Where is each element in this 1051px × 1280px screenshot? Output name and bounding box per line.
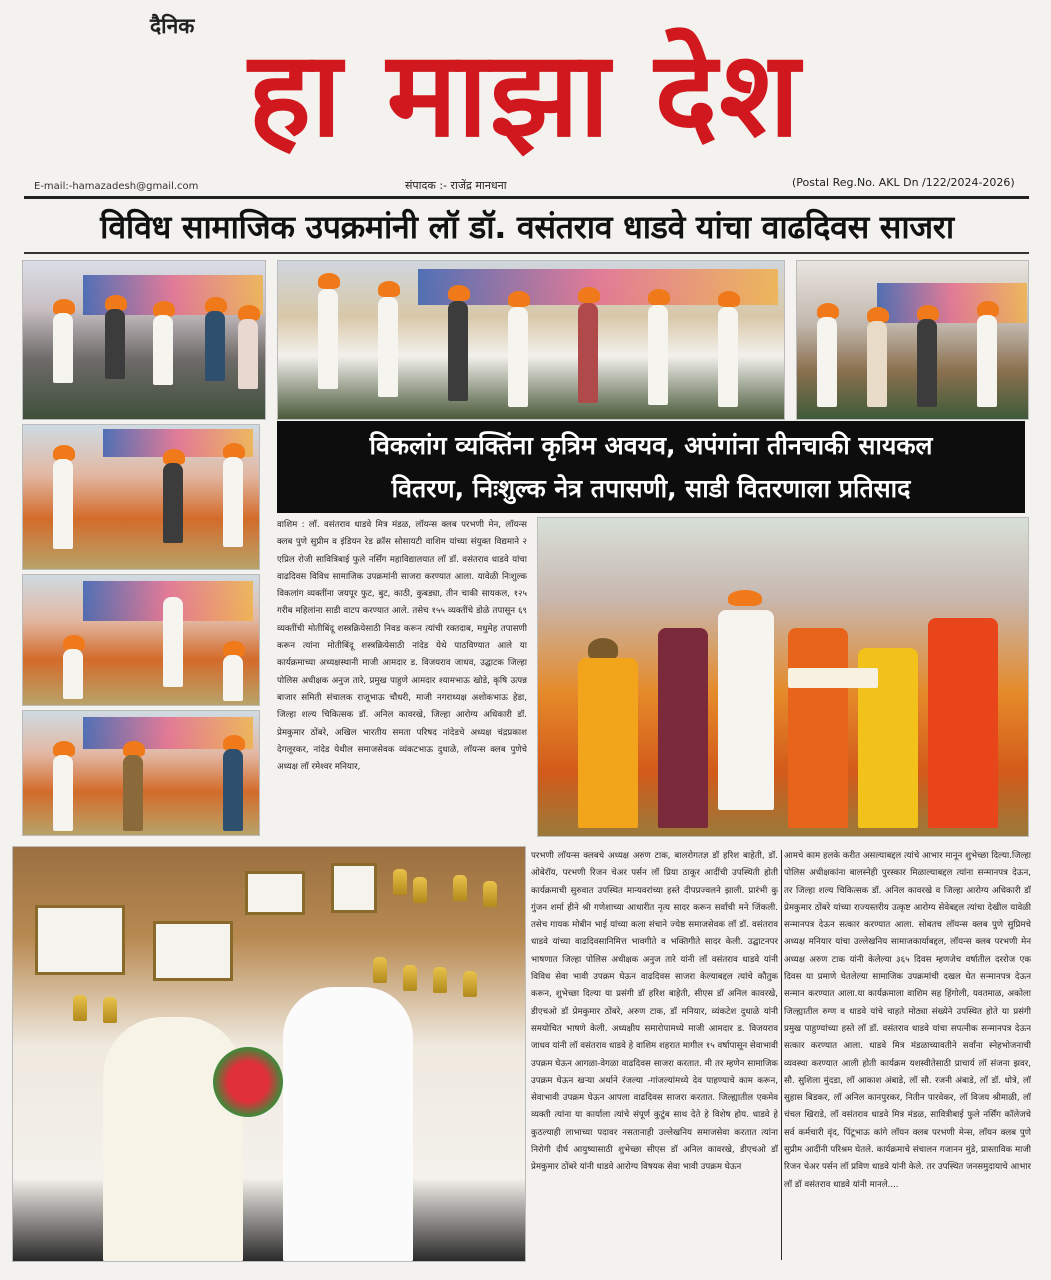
newspaper-title: हा माझा देश [248,25,802,163]
article-column-3: आमचे काम हलके करीत असल्याबद्दल त्यांचे आभार मानून शुभेच्छा दिल्या.जिल्हा पोलिस अधीक्षकांना बालस्नेही पुरस्कार मिळाल्याबद्दल त्यांना सन्मानपत्र देऊन, तर जिल्हा शल्य चिकित्सक डॉ. अनिल कावरखे व जिल्हा आरोग्य अधिकारी डॉ प्रेमकुमार ठोंबरे यांच्या राज्यस्तरीय उत्कृष्ट आरोग्य सेवेबद्दल त्यांचा देखील यावेळी सन्मानपत्र देऊन सत्कार करण्यात आला. सोबतच लॉयन्स क्लब पुणे सुप्रिमचे अध्यक्ष मनियार यांचा उल्लेखनिय सामाजकार्याबद्दल, लॉयन्स क्लब परभणी मेन अध्यक्ष अरुण टाक यांनी केलेल्या ३६५ दिवस म्हणजेच वर्षातील दररोज एक दिवस या प्रमाणे घेतलेल्या सामाजिक उपक्रमांची दखल घेत सन्मानपत्र देऊन सन्मान करण्यात आला.या कार्यक्रमाला वाशिम सह हिंगोली, यवतमाळ, अकोला जिल्ह्यातील रुग्ण व धाडवे यांचे चाहते मोठ्या संख्येने उपस्थित होते या प्रसंगी प्रमुख पाहुण्यांच्या हस्ते लॉ डॉ. वसंतराव धाडवे यांचा सपत्नीक सन्मानपत्र देऊन सत्कार करण्यात आला. धाडवे मित्र मंडळाच्यावतीने सर्वांना स्नेहभोजनाची व्यवस्था करण्यात आली होती कार्यक्रम यशस्वीतेसाठी प्राचार्य लॉ संजना झवर, सौ. सुशिला मुंदडा, लॉ आकाश अंबाडे, लॉ सौ. रजनी अंबाडे, लॉ डॉ. धोत्रे, लॉ सुहास बिडकर, लॉ अनिल कानपुरकर, नितीन पारवेकर, लॉ विजय श्रीमाळी, लॉ चंचल खिराडे, लॉ वसंतराव धाडवे मित्र मंडळ, सावित्रीबाई फुले नर्सिंग कॉलेजचे सर्व कर्मचारी वृंद, पिंटूभाऊ कांगे लॉयन क्लब परभणी मेन्स, लॉयन क्लब पुणे सुप्रीम आदींनी परिश्रम घेतले. कार्यक्रमाचे संचालन गजानन मुंडे, प्रास्ताविक माजी रिजन चेअर पर्सन लॉ प्रविण धाडवे यांनी केले. तर उपस्थित जनसमुदायाचे आभार लॉ डॉ वसंतराव धाडवे यांनी मानले.... [784,851,1031,1190]
headline-rule [24,252,1029,254]
column-divider [781,850,782,1260]
photo-bouquet-felicitation [12,846,526,1262]
photo-group-stage [22,710,260,836]
photo-tricycle-distribution [22,424,260,570]
photo-speech [22,574,260,706]
postal-registration: (Postal Reg.No. AKL Dn /122/2024-2026) [792,176,1015,189]
photo-saree-distribution [537,517,1029,837]
article-column-2: परभणी लॉयन्स क्लबचे अध्यक्ष अरुण टाक, बालरोगतज्ञ डॉ हरिश बाहेती, डॉ. ओबेरॉय, परभणी रिजन चेअर पर्सन लॉ प्रिया ठाकूर आदींची उपस्थिती होती कार्यक्रमाची सुरुवात उपस्थित मान्यवरांच्या हस्ते दीपप्रज्वलने झाली. प्रारंभी कु गुंजन शर्मा हीने श्री गणेशाच्या आधारीत नृत्य सादर करून सर्वांची मने जिंकली. तसेच गायक मोबीन भाई यांच्या कला संचाने ज्येष्ठ समाजसेवक लॉ डॉ. वसंतराव धाडवे यांच्या वाढदिवसानिमित्त भावगीते व भक्तिगीते सादर केली. उद्घाटनपर भाषणात जिल्हा पोलिस अधीक्षक अनुज तारे यांनी लॉ वसंतराव धाडवे यांनी विविध सेवा भावी उपक्रम घेऊन वाढदिवस साजरा केल्याबद्दल त्यांचे कौतुक करून, शुभेच्छा दिल्या या प्रसंगी डॉ हरिश बाहेती, सीएस डॉ अनिल कावरखे, डीएचओ डॉ प्रेमकुमार ठोंबरे, अरुण टाक, डॉ मनियार, व्यंकटेश दुधाळे यांनी समयोचित भाषणे केली. अध्यक्षीय समारोपामध्ये माजी आमदार ड. विजयराव जाधव यांनी लॉ वसंतराव धाडवे हे वाशिम शहरात मागील १५ वर्षापासून सेवाभावी उपक्रम घेऊन आगळा-वेगळा वाढदिवस साजरा करतात. मी तर म्हणेन सामाजिक उपक्रम घेऊन खऱ्या अर्थाने रंजल्या -गांजल्यांमध्ये देव पाहण्याचे काम करून, सेवाभावी उपक्रम घेऊन आपला वाढदिवस साजरा करतात. जिल्ह्यातील एकमेव व्यक्ती त्यांना या कार्याला त्यांचे संपूर्ण कुटुंब साथ देते हे विशेष होय. धाडवे हे कुठल्याही लाभाच्या पदावर नसतानाही उल्लेखनिय समाजसेवा करतात त्यांना निरोगी दीर्घ आयुष्यासाठी शुभेच्छा सीएस डॉ अनिल कावरखे, डीएचओ डॉ प्रेमकुमार ठोंबरे यांनी धाडवे आरोग्य विषयक सेवा भावी उपक्रम घेऊन [531,851,778,1173]
photo-award-presentation [277,260,785,420]
photo-event-left [22,260,266,420]
email-address: E-mail:-hamazadesh@gmail.com [34,181,199,192]
article-column-1: वाशिम : लॉ. वसंतराव धाडवे मित्र मंडळ, लॉयन्स क्लब परभणी मेन, लॉयन्स क्लब पुणे सुप्रीम व इंडियन रेड क्रॉस सोसायटी वाशिम यांच्या संयुक्त विद्यमाने २ एप्रिल रोजी सावित्रिबाई फुले नर्सिंग महाविद्यालयात लॉ डॉ. वसंतराव धाडवे यांचा वाढदिवस विविध सामाजिक उपक्रमांनी साजरा करण्यात आला. यावेळी निःशुल्क विकलांग व्यक्तींना जयपूर फुट, बुट, काठी, कुबड्या, तीन चाकी सायकल, १२५ गरीब महिलांना साडी वाटप करण्यात आले. तसेच १५५ व्यक्तींचे डोळे तपासून ६९ व्यक्तींची मोतीबिंदू शस्त्रक्रियेसाठी निवड करून त्यांची रक्तदाब, मधुमेह तपासणी करून त्यांना मोतीबिंदू शस्त्रक्रियेसाठी नांदेड येथे पाठविण्यात आले या कार्यक्रमाच्या अध्यक्षस्थानी माजी आमदार ड. विजयराव जाधव, उद्घाटक जिल्हा पोलिस अधीक्षक अनुज तारे, प्रमुख पाहुणे आमदार श्यामभाऊ खोडे, कृषि उत्पन्न बाजार समिती संचालक राजूभाऊ चौधरी, माजी नगराध्यक्ष अशोकभाऊ हेडा, जिल्हा शल्य चिकित्सक डॉ. अनिल कावरखे, जिल्हा आरोग्य अधिकारी डॉ. प्रेमकुमार ठोंबरे, अखिल भारतीय समता परिषद नांदेडचे अध्यक्ष चंद्रप्रकाश देगलूरकर, नांदेड येथील समाजसेवक व्यंकटभाऊ दुधाळे, लॉयन्स क्लब पुणेचे अध्यक्ष लॉ रमेश्वर मनियार, [277,520,527,773]
subheadline-line-2: वितरण, निःशुल्क नेत्र तपासणी, साडी वितरणाला प्रतिसाद [391,474,911,503]
article-headline: विविध सामाजिक उपक्रमांनी लॉ डॉ. वसंतराव धाडवे यांचा वाढदिवस साजरा [100,208,954,246]
subheadline-line-1: विकलांग व्यक्तिंना कृत्रिम अवयव, अपंगांना तीनचाकी सायकल [369,431,933,460]
photo-event-right [796,260,1029,420]
article-subheadline [277,424,1025,510]
masthead-rule [24,196,1029,199]
editor-line: संपादक :- राजेंद्र मानधना [405,179,507,192]
daily-label: दैनिक [150,14,195,38]
